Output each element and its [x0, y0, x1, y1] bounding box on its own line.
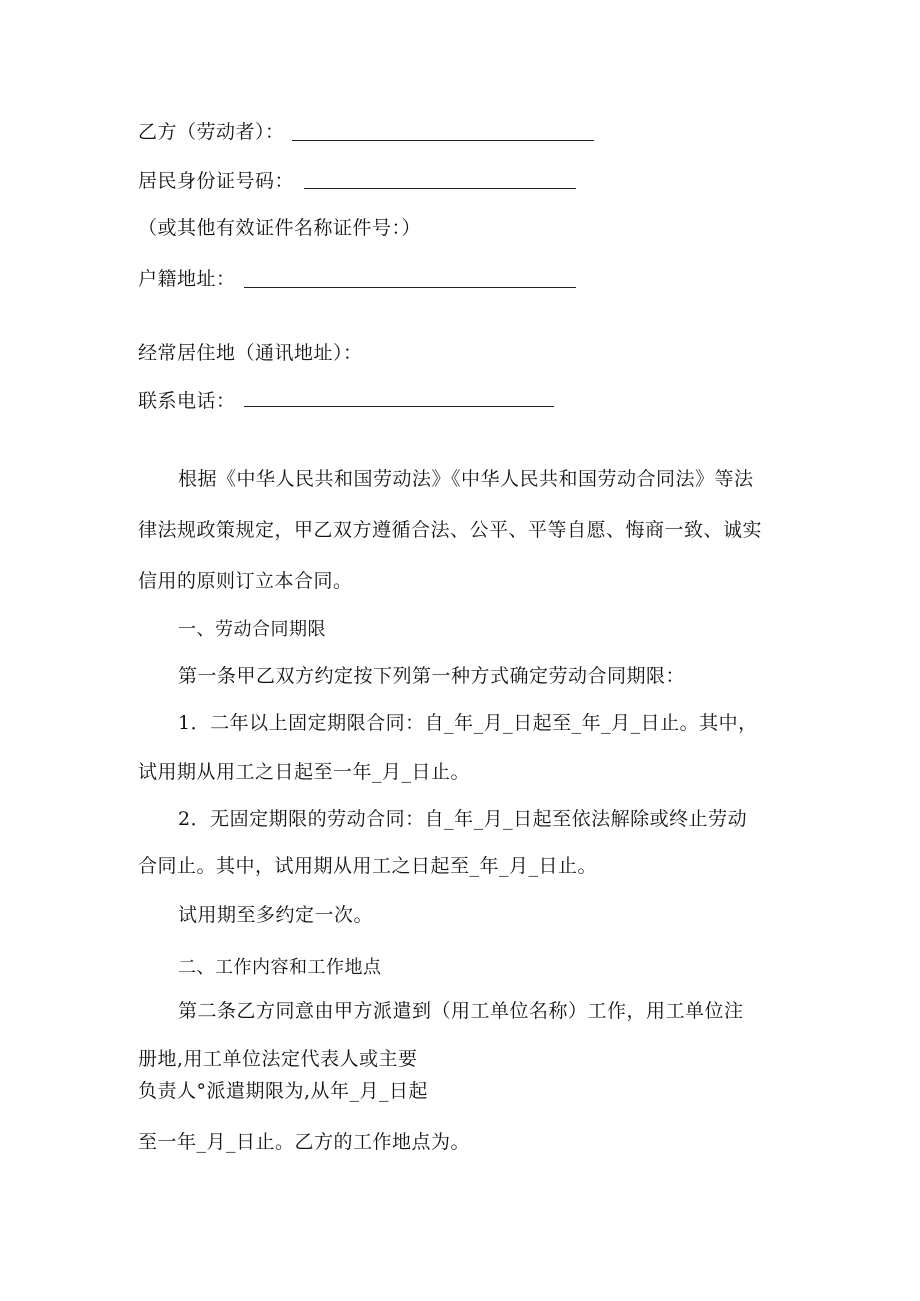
item-2-line-1: 2．无固定期限的劳动合同：自_年_月_日起至依法解除或终止劳动 — [178, 808, 748, 830]
probation-note: 试用期至多约定一次。 — [178, 904, 374, 926]
household-address-blank[interactable] — [244, 287, 576, 288]
household-address-label: 户籍地址： — [138, 268, 236, 290]
intro-line-2: 律法规政策规定，甲乙双方遵循合法、公平、平等自愿、悔商一致、诚实 — [138, 519, 763, 541]
intro-line-3: 信用的原则订立本合同。 — [138, 570, 353, 592]
article-1: 第一条甲乙双方约定按下列第一种方式确定劳动合同期限： — [178, 665, 686, 687]
article-2-line-3: 负责人°派遣期限为,从年_月_日起 — [138, 1080, 429, 1102]
section-1-heading: 一、劳动合同期限 — [178, 619, 326, 640]
article-2-line-1: 第二条乙方同意由甲方派遣到（用工单位名称）工作，用工单位注 — [178, 1000, 744, 1022]
party-b-blank[interactable] — [292, 140, 594, 141]
phone-label: 联系电话： — [138, 390, 236, 412]
other-id-label: （或其他有效证件名称证件号：） — [138, 217, 422, 239]
item-1-line-1: 1．二年以上固定期限合同：自_年_月_日起至_年_月_日止。其中， — [178, 712, 758, 734]
id-number-blank[interactable] — [304, 188, 576, 189]
id-number-label: 居民身份证号码： — [138, 170, 295, 192]
item-1-line-2: 试用期从用工之日起至一年_月_日止。 — [138, 761, 471, 783]
item-2-line-2: 合同止。其中，试用期从用工之日起至_年_月_日止。 — [138, 855, 598, 877]
phone-blank[interactable] — [244, 406, 554, 407]
residence-label: 经常居住地（通讯地址）： — [138, 342, 363, 364]
article-2-line-4: 至一年_月_日止。乙方的工作地点为。 — [138, 1131, 471, 1153]
section-2-heading: 二、工作内容和工作地点 — [178, 957, 382, 978]
party-b-label: 乙方（劳动者）： — [138, 121, 285, 143]
intro-line-1: 根据《中华人民共和国劳动法》《中华人民共和国劳动合同法》等法 — [178, 468, 754, 490]
article-2-line-2: 册地,用工单位法定代表人或主要 — [138, 1048, 418, 1070]
